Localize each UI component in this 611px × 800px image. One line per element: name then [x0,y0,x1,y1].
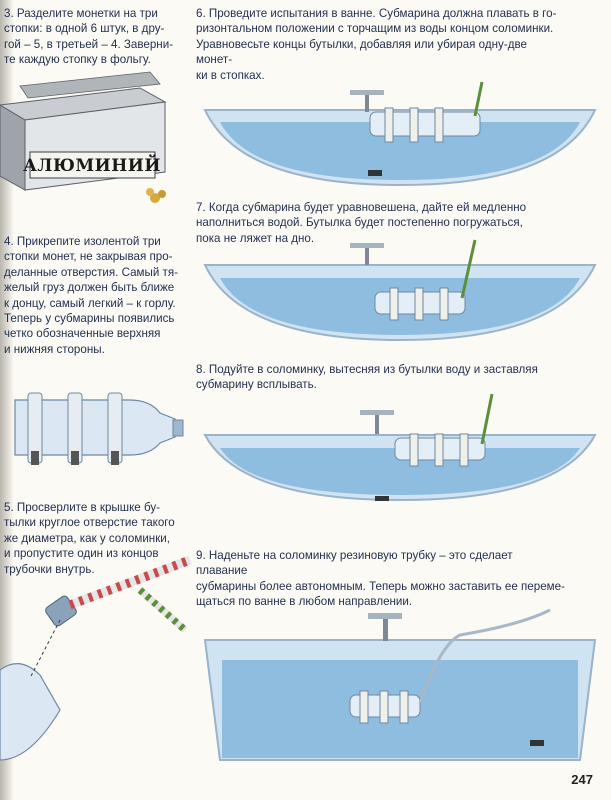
tub-step-6-illustration [200,80,600,190]
step-6-text: 6. Проведите испытания в ванне. Субмарина должна плавать в го- ризонтальном положении с торчащим из воды концом соломинки. Уравновесьте концы бутылки, добавляя или убирая одну-две монет- ки в стопках. [196,7,557,82]
bottle-with-coins-illustration [10,385,190,470]
tub-step-7-illustration [200,240,600,350]
step-9-text: 9. Наденьте на соломинку резиновую трубку – это сделает плавание субмарины более автономным. Теперь можно заставить ее переме- щаться по ванне в любом направлении. [196,549,565,609]
step-5-text: 5. Просверлите в крышке бу- тылки круглое отверстие такого же диаметра, как у соломинки, и пропустите один из концов трубочки внутрь. [4,501,175,576]
step-4-text: 4. Прикрепите изолентой три стопки монет, не закрывая про- деланные отверстия. Самый тя- желый груз должен быть ближе к донцу, самый легкий – к горлу. Теперь у субмарины появились четко обозначенные верхняя и нижняя стороны. [4,235,178,356]
page-number: 247 [571,772,593,787]
step-8-text: 8. Подуйте в соломинку, вытесняя из бутылки воду и заставляя субмарину всплывать. [196,363,538,392]
step-7-text: 7. Когда субмарина будет уравновешена, дайте ей медленно наполниться водой. Бутылка будет постепенно погружаться, пока не ляжет на дно. [196,201,527,245]
tub-step-9-illustration [200,605,600,770]
step-3-text: 3. Разделите монетки на три стопки: в одной 6 штук, в дру- гой – 5, в третьей – 4. Заверни- те каждую стопку в фольгу. [4,7,174,67]
aluminium-foil-illustration [0,80,180,205]
cap-and-straw-illustration [0,560,200,760]
tub-step-8-illustration [200,400,600,510]
foil-label: АЛЮМИНИЙ [23,156,161,176]
